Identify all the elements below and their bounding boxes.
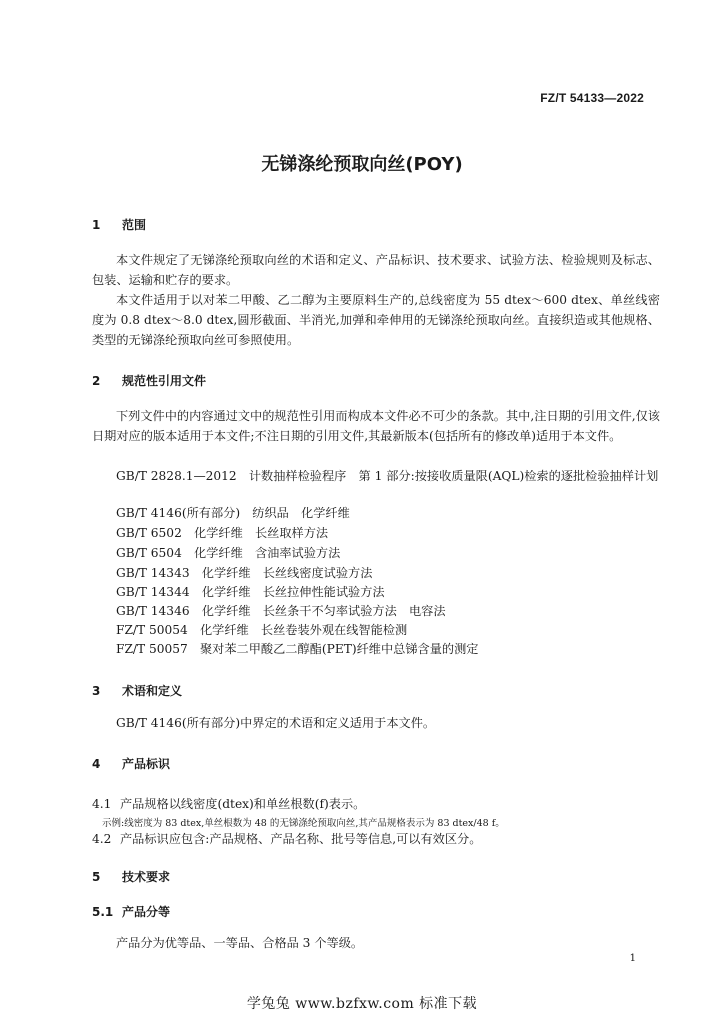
- page-number: 1: [629, 953, 636, 964]
- section-2-intro: 下列文件中的内容通过文中的规范性引用而构成本文件必不可少的条款。其中,注日期的引用文件,仅该日期对应的版本适用于本文件;不注日期的引用文件,其最新版本(包括所有的修改单)适用于本文件。: [92, 409, 660, 443]
- clause-5-1-number: 5.1: [92, 905, 114, 919]
- section-1-heading: [92, 216, 146, 233]
- reference-item: GB/T 6502 化学纤维 长丝取样方法: [116, 526, 329, 540]
- clause-4-1-number: 4.1: [92, 797, 112, 811]
- section-4-heading: [92, 755, 170, 772]
- clause-5-1-title: 产品分等: [122, 905, 171, 919]
- clause-5-1-heading: [92, 903, 170, 920]
- example-note: 示例:线密度为 83 dtex,单丝根数为 48 的无锑涤纶预取向丝,其产品规格表示为 83 dtex/48 f。: [102, 818, 505, 829]
- section-3-paragraph: GB/T 4146(所有部分)中界定的术语和定义适用于本文件。: [116, 716, 436, 730]
- section-3-title: 术语和定义: [122, 684, 183, 698]
- reference-item: GB/T 4146(所有部分) 纺织品 化学纤维: [116, 506, 350, 520]
- reference-item: GB/T 14344 化学纤维 长丝拉伸性能试验方法: [116, 585, 385, 599]
- clause-4-2-text: 产品标识应包含:产品规格、产品名称、批号等信息,可以有效区分。: [120, 832, 482, 846]
- section-2-title: 规范性引用文件: [122, 374, 207, 388]
- section-2-heading: [92, 372, 206, 389]
- section-5-title: 技术要求: [122, 870, 171, 884]
- section-5-number: 5: [92, 870, 101, 884]
- section-3-heading: [92, 682, 182, 699]
- section-1-number: 1: [92, 218, 101, 232]
- reference-item: FZ/T 50057 聚对苯二甲酸乙二醇酯(PET)纤维中总锑含量的测定: [116, 642, 479, 656]
- section-3-number: 3: [92, 684, 101, 698]
- section-5-heading: [92, 868, 170, 885]
- reference-item: GB/T 6504 化学纤维 含油率试验方法: [116, 546, 341, 560]
- clause-4-1: [92, 795, 365, 812]
- clause-4-2: [92, 830, 481, 847]
- reference-item: GB/T 14343 化学纤维 长丝线密度试验方法: [116, 566, 373, 580]
- section-4-title: 产品标识: [122, 757, 171, 771]
- clause-4-2-number: 4.2: [92, 832, 112, 846]
- reference-item: GB/T 2828.1—2012 计数抽样检验程序 第 1 部分:按接收质量限(AQL)检索的逐批检验抽样计划: [116, 469, 659, 483]
- section-1-title: 范围: [122, 218, 147, 232]
- section-2-number: 2: [92, 374, 101, 388]
- section-1-paragraph-1: 本文件规定了无锑涤纶预取向丝的术语和定义、产品标识、技术要求、试验方法、检验规则及标志、包装、运输和贮存的要求。: [92, 253, 660, 287]
- footer-watermark[interactable]: 学兔兔 www.bzfxw.com 标准下载: [246, 996, 478, 1012]
- clause-5-1-text: 产品分为优等品、一等品、合格品 3 个等级。: [116, 936, 364, 950]
- document-title: 无锑涤纶预取向丝(POY): [261, 154, 463, 175]
- standard-number: FZ/T 54133—2022: [540, 91, 644, 105]
- reference-item: GB/T 14346 化学纤维 长丝条干不匀率试验方法 电容法: [116, 604, 446, 618]
- section-1-paragraph-2: 本文件适用于以对苯二甲酸、乙二醇为主要原料生产的,总线密度为 55 dtex～600 dtex、单丝线密度为 0.8 dtex～8.0 dtex,圆形截面、半消光,加弹和牵伸用的无锑涤纶预取向丝。直接织造或其他规格、类型的无锑涤纶预取向丝可参照使用。: [92, 293, 660, 347]
- section-4-number: 4: [92, 757, 101, 771]
- reference-item: FZ/T 50054 化学纤维 长丝卷装外观在线智能检测: [116, 623, 408, 637]
- clause-4-1-text: 产品规格以线密度(dtex)和单丝根数(f)表示。: [120, 797, 366, 811]
